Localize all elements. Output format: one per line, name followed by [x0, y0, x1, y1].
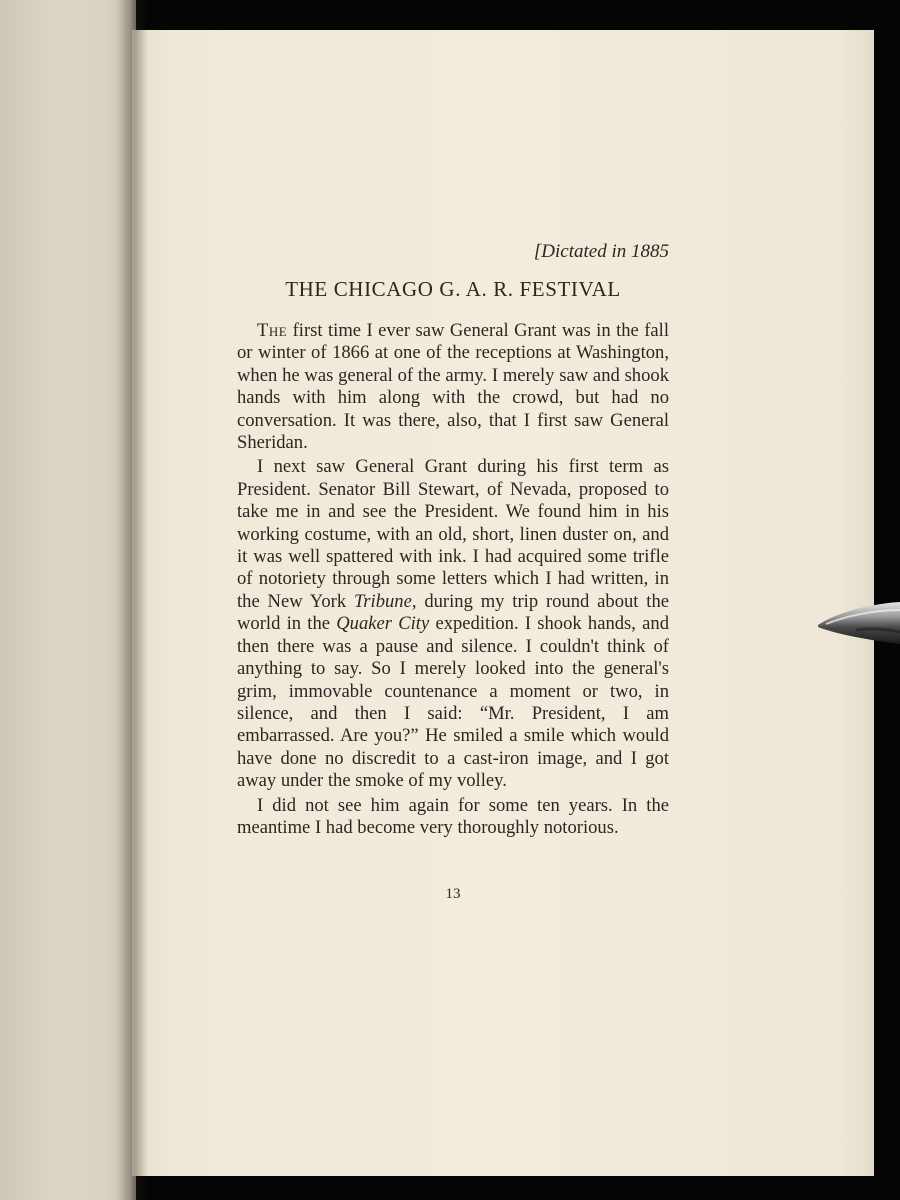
body-text	[237, 320, 669, 839]
paragraph-1-text: first time I ever saw General Grant was in the fall or winter of 1866 at one of the receptions at Washington, when he was general of the army. I merely saw and shook hands with him along with the crowd, but had no conversation. It was there, also, that I first saw General Sheridan.	[237, 320, 669, 454]
newspaper-title: Tribune,	[353, 590, 417, 612]
page-text-block	[237, 238, 669, 839]
pen-tip-icon	[816, 600, 900, 646]
dictation-note: [Dictated in 1885	[533, 241, 669, 262]
paragraph-1	[237, 320, 669, 454]
paragraph-3-text: I did not see him again for some ten years. In the meantime I had become very thoroughly notorious.	[237, 794, 669, 838]
paragraph-2-text-middle: during my trip round about the world in the	[237, 590, 670, 635]
book-gutter	[118, 0, 148, 1200]
paragraph-3	[237, 795, 669, 840]
ship-name: Quaker City	[336, 613, 430, 635]
page-number: 13	[445, 886, 461, 902]
chapter-title: THE CHICAGO G. A. R. FESTIVAL	[285, 277, 621, 301]
left-page	[0, 0, 136, 1200]
paragraph-2-text-before: I next saw General Grant during his first term as President. Senator Bill Stewart, of Nevada, proposed to take me in and see the President. We found him in his working costume, with an old, short, linen duster on, and it was well spattered with ink. I had acquired some trifle of notoriety through some letters which I had written, in the New York	[237, 456, 669, 612]
paragraph-1-lead-word: The	[257, 320, 288, 341]
paragraph-2	[237, 456, 669, 792]
paragraph-2-text-after: expedition. I shook hands, and then there was a pause and silence. I couldn't think of anything to say. So I merely looked into the general's grim, immovable countenance a moment or two, in silence, and then I said: “Mr. President, I am embarrassed. Are you?” He smiled a smile which would have done no discredit to a cast-iron image, and I got away under the smoke of my volley.	[237, 613, 669, 792]
